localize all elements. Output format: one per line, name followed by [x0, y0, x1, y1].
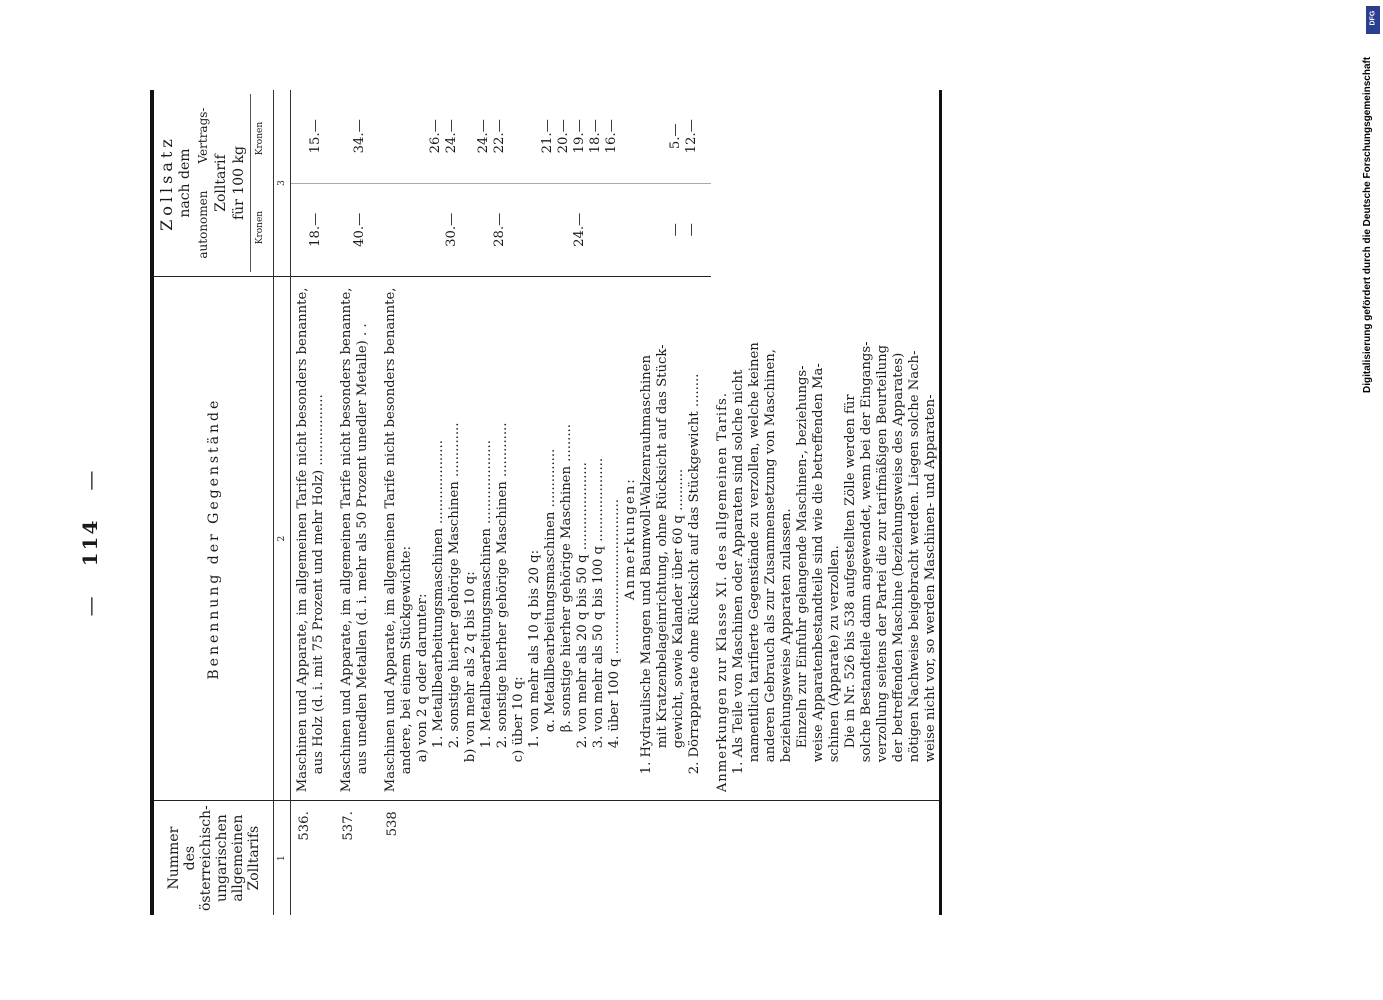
digitization-credit: Digitalisierung gefördert durch die Deutsche Forschungsgemeinschaft [1362, 56, 1373, 393]
tariff-number: 537. [341, 811, 356, 841]
table-header-row [152, 90, 274, 915]
rotated-page-content [78, 90, 1240, 915]
tariff-row-536: 536. Maschinen und Apparate, im allgemeinen Tarife nicht besonders benannte, aus Holz (d. i. mit 75 Prozent und mehr Holz) ................. 18.— 15.— [291, 90, 328, 915]
tariff-number: 536. [297, 811, 312, 841]
notes-title: Anmerkungen zur Klasse XI. des allgemeinen Tarifs. [715, 392, 730, 793]
page-number: —114— [78, 468, 102, 617]
dfg-logo: DFG [1366, 6, 1380, 34]
column-number-row: 1 2 3 [274, 90, 291, 915]
class-notes: Anmerkungen zur Klasse XI. des allgemeinen Tarifs. 1. Als Teile von Maschinen oder Apparaten sind solche nicht namentlich tarifierte Gegenstände zu verzollen, welche keinen anderen Gebrauch als zur Zusammensetzung von Maschinen, beziehungsweise Apparaten zulassen. Einzeln zur Einfuhr gelangende Maschinen-, beziehungs- weise Apparatenbestandteile sind wie die betreffenden Ma- schinen (Apparate) zu verzollen. Die in Nr. 526 bis 538 aufgestellten Zölle werden für solche Bestandteile dann angewendet, wenn bei der Eingangs- verzollung seitens der Partei die zur tarifmäßigen Beurteilung der betreffenden Maschine (beziehungsweise des Apparates) nötigen Nachweise beigebracht werden. Liegen solche Nach- weise nicht vor, so werden Maschinen- und Apparaten- [711, 90, 941, 915]
header-col-zollsatz: Zollsatz nach dem autonomen Vertrags- Zolltarif für 100 kg Kronen Kronen [152, 90, 274, 277]
tariff-number: 538 [385, 811, 400, 837]
header-col-benennung: Benennung der Gegenstände [152, 277, 274, 801]
tariff-row-538: 538 Maschinen und Apparate, im allgemeinen Tarife nicht besonders benannte, andere, bei einem Stückgewichte: a) von 2 q oder darunter: 1. Metallbearbeitungsmaschinen .................... 2. sonstige hierher gehörige Maschinen ............. b) von mehr als 2 q bis 10 q: 1. Metallbearbeitungsmaschinen .................... 2. sonstige hierher gehörige Maschinen ............. c) über 10 q: 1. von mehr als 10 q bis 20 q: α. Metallbearbeitungsmaschinen .............. β. sonstige hierher gehörige Maschinen ......... 2. von mehr als 20 q bis 50 q ..................... 3. von mehr als 50 q bis 100 q .................... 4. über 100 q ..................................... Anmerkungen: 1. Hydraulische Mangen und Baumwoll-Walzenrauhmaschinen mit Kratzenbelageinrichtung, ohne Rücksicht auf das Stück- gewicht, sowie Kalander über 60 q .......... 2. Dörrapparate ohne Rücksicht auf das Stückgewicht ........ 30.— 28.— 24.— — — 26.— 24.— 24.— 22.— 21.— 20.— 19.— 18.— 16.— 5.— 12.— [379, 90, 703, 915]
header-col-nummer: Nummer des österreichisch- ungarischen allgemeinen Zolltarifs [165, 805, 262, 911]
tariff-row-537: 537. Maschinen und Apparate, im allgemeinen Tarife nicht besonders benannte, aus unedlen Metallen (d. i. mehr als 50 Prozent unedler Metalle) . . 40.— 34.— [335, 90, 371, 915]
tariff-table [150, 90, 944, 915]
